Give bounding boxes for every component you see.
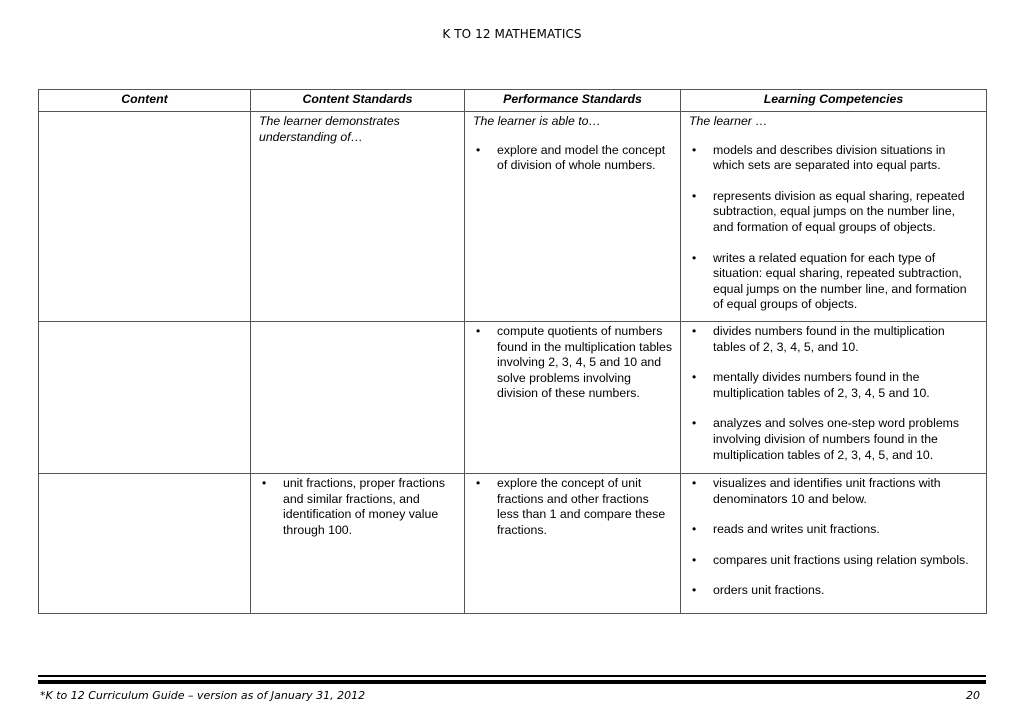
page-number: 20 xyxy=(966,689,980,702)
list-item: • explore and model the concept of division of whole numbers. xyxy=(473,143,672,174)
list-item: • analyzes and solves one-step word problems involving division of numbers found in the multiplication tables of 2, 3, 4, 5, and 10. xyxy=(689,416,978,463)
learning-competencies-cell xyxy=(681,322,987,474)
content-cell xyxy=(39,112,251,322)
content-standards-intro: The learner demonstrates understanding of… xyxy=(259,114,400,144)
performance-standards-cell xyxy=(465,474,681,614)
content-standards-cell xyxy=(251,112,465,322)
learning-competencies-cell xyxy=(681,474,987,614)
list-item: • compute quotients of numbers found in the multiplication tables involving 2, 3, 4, 5 and 10 and solve problems involving division of these numbers. xyxy=(473,324,672,402)
list-item: • visualizes and identifies unit fractions with denominators 10 and below. xyxy=(689,476,978,507)
footer-divider-thick xyxy=(38,680,986,684)
learning-competencies-cell xyxy=(681,112,987,322)
content-standards-cell xyxy=(251,474,465,614)
performance-standards-cell xyxy=(465,112,681,322)
list-item: • mentally divides numbers found in the multiplication tables of 2, 3, 4, 5 and 10. xyxy=(689,370,978,401)
list-item: • unit fractions, proper fractions and similar fractions, and identification of money value through 100. xyxy=(259,476,456,538)
column-header-learning-competencies: Learning Competencies xyxy=(681,90,987,112)
list-item: • represents division as equal sharing, repeated subtraction, equal jumps on the number line, and formation of equal groups of objects. xyxy=(689,189,978,236)
table-row xyxy=(39,322,987,474)
performance-standards-intro: The learner is able to… xyxy=(473,114,601,128)
list-item: • writes a related equation for each type of situation: equal sharing, repeated subtraction, equal jumps on the number line, and formation of equal groups of objects. xyxy=(689,251,978,313)
table-row xyxy=(39,112,987,322)
content-standards-cell xyxy=(251,322,465,474)
footer-version-note: *K to 12 Curriculum Guide – version as of January 31, 2012 xyxy=(40,689,366,702)
learning-competencies-intro: The learner … xyxy=(689,114,768,128)
list-item: • models and describes division situations in which sets are separated into equal parts. xyxy=(689,143,978,174)
list-item: • compares unit fractions using relation symbols. xyxy=(689,553,978,569)
list-item: • explore the concept of unit fractions and other fractions less than 1 and compare these fractions. xyxy=(473,476,672,538)
column-header-performance-standards: Performance Standards xyxy=(465,90,681,112)
learning-competencies-list xyxy=(689,476,978,599)
content-cell xyxy=(39,322,251,474)
footer-divider-thin xyxy=(38,675,986,677)
list-item: • orders unit fractions. xyxy=(689,583,978,599)
list-item: • divides numbers found in the multiplication tables of 2, 3, 4, 5, and 10. xyxy=(689,324,978,355)
learning-competencies-list xyxy=(689,143,978,313)
performance-standards-list xyxy=(473,324,672,402)
table-header-row xyxy=(39,90,987,112)
table-row xyxy=(39,474,987,614)
curriculum-table xyxy=(38,89,987,614)
performance-standards-cell xyxy=(465,322,681,474)
column-header-content-standards: Content Standards xyxy=(251,90,465,112)
performance-standards-list xyxy=(473,143,672,174)
list-item: • reads and writes unit fractions. xyxy=(689,522,978,538)
column-header-content: Content xyxy=(39,90,251,112)
page-header: K TO 12 MATHEMATICS xyxy=(442,27,582,41)
performance-standards-list xyxy=(473,476,672,538)
learning-competencies-list xyxy=(689,324,978,463)
content-cell xyxy=(39,474,251,614)
content-standards-list xyxy=(259,476,456,538)
